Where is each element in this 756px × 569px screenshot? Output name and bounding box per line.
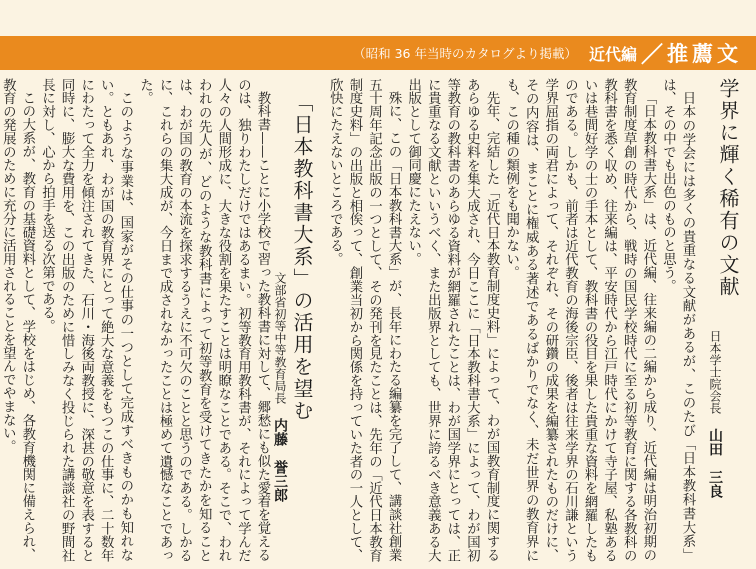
- article1-title: 学界に輝く稀有の文献: [716, 78, 740, 298]
- article1-paragraph: 殊に、この「日本教科書大系」が、長年にわたる編纂を完了して、講談社創業五十周年記念出版の一つとして、その発刊を見たことは、先年の「近代日本教育制度史料」の出版と相俟って、創業当初から関係を持っていた者の一人として、欣快にたえないところである。: [327, 78, 402, 562]
- article1-paragraph: 日本の学会には多くの貴重なる文献があるが、このたび「日本教科書大系」は、その中でも出色のものと思う。: [660, 78, 695, 562]
- article1-author: [705, 330, 725, 498]
- article1-author-name: 山田 三良: [707, 428, 723, 498]
- page-title: 推薦文: [667, 42, 742, 66]
- article2-paragraph: 教科書——ことに小学校で習った教科書に対して、郷愁にも似た愛着を覚えるのは、独りわたしだけではあるまい。初等教育用教科書が、それによって学んだ人々の人間形成に、大きな役割を果たすことは明瞭なことである。そこで、われわれの先人が、どのような教科書によって初等教育を受けてきたかを知ることは、わが国の教育の本流を探求するうえに不可欠のことと思うのである。しかるに、これらの集大成が、今日まで成されなかったことは極めて遺憾なことであった。: [137, 78, 270, 562]
- article2-paragraph: このような事業は、国家がその仕事の一つとして完成すべきものかも知れない。ともあれ、わが国の教育界にとって絶大な意義をもつこの仕事に、二十数年にわたって全力を傾注されてきた、石川・海後両教授に、深甚の敬意を表すると同時に、膨大な費用を、この出版のために惜しみなく投じられた講談社の野間社長に対し、心から拍手を送る次第である。: [39, 78, 133, 562]
- article2-paragraph: この大系が、教育の基礎資料として、学校をはじめ、各教育機関に備えられ、教育の発展のために充分に活用されることを望んでやまない。: [0, 78, 35, 562]
- article2-author: [270, 272, 290, 502]
- section-slash: ／: [640, 42, 663, 68]
- article2-body: [0, 78, 272, 562]
- article1-body: [327, 78, 697, 562]
- catalog-note: （昭和 36 年当時のカタログより掲載）: [353, 46, 577, 61]
- header-banner: [0, 36, 756, 70]
- section-label: 近代編: [588, 44, 637, 64]
- article2-author-title: 文部省初等中等教育局長: [273, 272, 287, 404]
- article2-title: 「日本教科書大系」の活用を望む: [290, 92, 314, 422]
- article2-author-name: 内藤 誉三郎: [272, 418, 288, 502]
- article1-paragraph: 「日本教科書大系」は、近代編、往来編の二編から成り、近代編は明治初期の教育制度草創の時代から、戦時の国民学校時代に至る初等教育に関する各教科の教科書を悉く収め、往来編は、平安時代から江戸時代にかけて寺子屋、私塾あるいは巷間好学の士の手本として、教科書の役目を果した貴重な資料を網羅したものである。しかも、前者は近代教育の海後宗臣、後者は往来学界の石川謙という学界屈指の両君によって、それぞれ、その研鑽の成果を編纂されたものだけに、その内容は、まことに権威ある著述であるばかりでなく、未だ世界の教育界にも、この種の類例をも聞かない。: [503, 78, 656, 562]
- article1-paragraph: 先年、完結した「近代日本教育制度史料」によって、わが国教育制度に関するあらゆる史料を集大成され、今日ここに「日本教科書大系」によって、わが国初等教育の教科書のあらゆる資料が網羅されたことは、わが国学界にとっては、正に貴重なる文献といいうべく、また出版界としても、世界に誇るべき意義ある大出版として御同慶にたえない。: [405, 78, 500, 562]
- article1-author-title: 日本学士院会長: [708, 330, 722, 414]
